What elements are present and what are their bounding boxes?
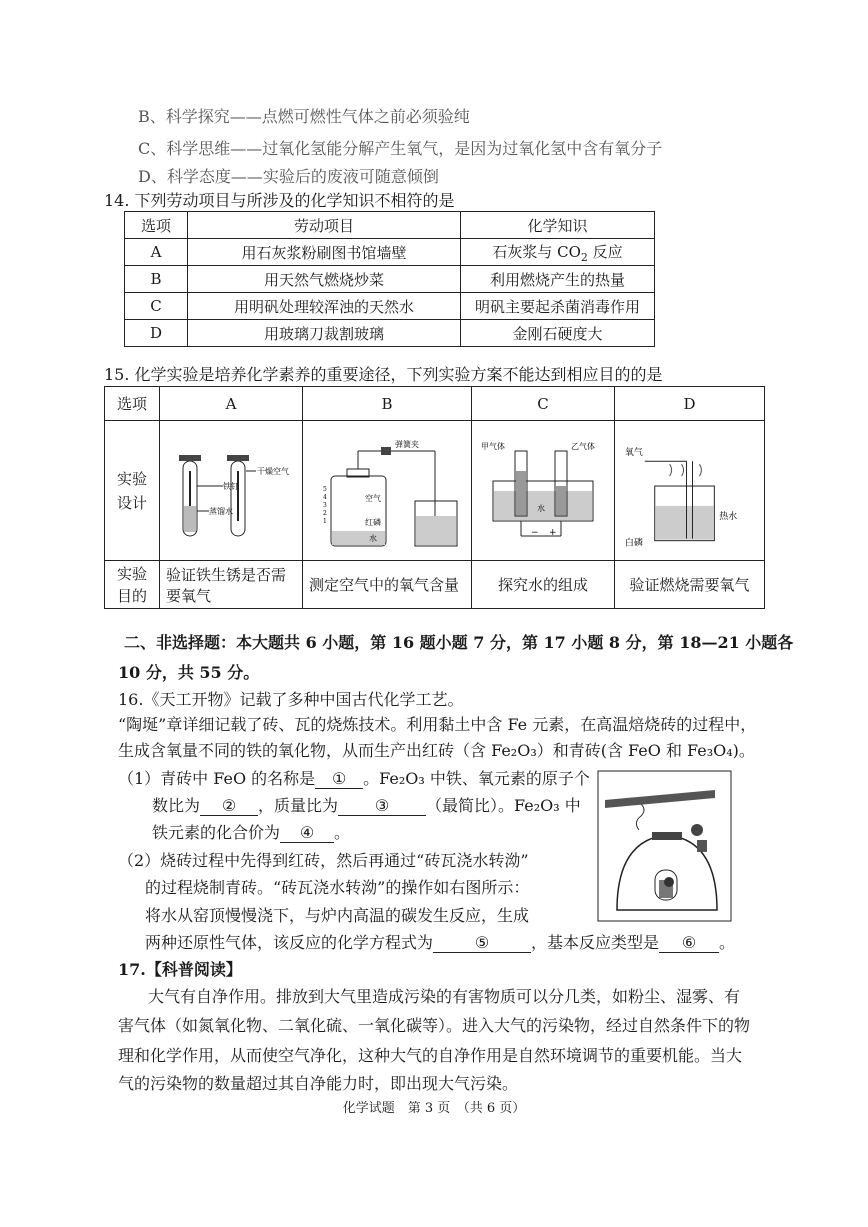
design-row <box>105 421 765 561</box>
purpose-label: 实验目的 <box>105 561 160 609</box>
q16-sub1-line1: （1）青砖中 FeO 的名称是 ① 。Fe₂O₃ 中铁、氧元素的原子个 <box>118 769 590 788</box>
header-cell: C <box>472 387 615 421</box>
water-label: 水 <box>537 503 545 513</box>
tick-4: 4 <box>323 493 327 501</box>
tick-1: 1 <box>323 517 327 525</box>
header-cell: 选项 <box>105 387 160 421</box>
q13-option-c: C、科学思维——过氧化氢能分解产生氧气，是因为过氧化氢中含有氧分子 <box>138 139 663 158</box>
purpose-cell: 验证燃烧需要氧气 <box>615 561 765 609</box>
q16-sub2-line3: 将水从窑顶慢慢浇下，与炉内高温的碳发生反应，生成 <box>145 906 530 925</box>
diagram-b <box>303 421 472 561</box>
purpose-cell: 验证铁生锈是否需要氧气 <box>160 561 303 609</box>
water-label: 水 <box>369 533 377 543</box>
option-cell: B <box>125 266 188 293</box>
knowledge-cell: 明矾主要起杀菌消毒作用 <box>461 293 655 320</box>
diagram-d <box>615 421 765 561</box>
section2-line1: 二、非选择题：本大题共 6 小题，第 16 题小题 7 分，第 17 小题 8 分，第 18—21 小题各 <box>124 633 794 652</box>
q17-title: 17.【科普阅读】 <box>118 960 242 979</box>
hot-water-label: 热水 <box>719 511 738 522</box>
header-cell: 化学知识 <box>461 212 655 239</box>
q17-line2: 害气体（如氮氧化物、二氧化硫、一氧化碳等）。进入大气的污染物，经过自然条件下的物 <box>118 1016 751 1035</box>
item-cell: 用明矾处理较浑浊的天然水 <box>188 293 461 320</box>
design-label: 实验设计 <box>105 421 160 561</box>
positive-label: + <box>549 527 557 538</box>
answer-blank-6[interactable]: ⑥ <box>659 933 719 953</box>
purpose-row <box>105 561 765 609</box>
q14-table <box>124 211 655 347</box>
q16-sub2-line4: 两种还原性气体，该反应的化学方程式为 ⑤ ，基本反应类型是 ⑥ 。 <box>145 933 736 952</box>
answer-blank-2[interactable]: ② <box>200 796 258 816</box>
answer-blank-3[interactable]: ③ <box>338 796 426 816</box>
q15-table <box>104 386 765 609</box>
gas-a-label: 甲气体 <box>481 441 505 451</box>
table-row <box>125 239 655 266</box>
gas-b-label: 乙气体 <box>571 441 595 451</box>
q17-line3: 理和化学作用，从而使空气净化，这种大气的自净作用是自然环境调节的重要机能。当大 <box>118 1046 743 1065</box>
table-row <box>125 293 655 320</box>
q16-sub1-line3: 铁元素的化合价为 ④ 。 <box>152 823 351 842</box>
q16-sub2-line1: （2）烧砖过程中先得到红砖，然后再通过“砖瓦浇水转泑” <box>118 851 529 870</box>
answer-blank-4[interactable]: ④ <box>280 823 334 843</box>
tick-5: 5 <box>323 485 327 493</box>
q15-stem: 15. 化学实验是培养化学素养的重要途径，下列实验方案不能达到相应目的的是 <box>104 365 663 384</box>
page-footer: 化学试题 第 3 页 （共 6 页） <box>342 1101 526 1116</box>
option-cell: C <box>125 293 188 320</box>
knowledge-cell: 石灰浆与 $CO_2$ 反应 <box>461 239 655 266</box>
table-header-row <box>125 212 655 239</box>
item-cell: 用石灰浆粉刷图书馆墙壁 <box>188 239 461 266</box>
q16-sub1-line2: 数比为 ② ，质量比为 ③ （最简比）。Fe₂O₃ 中 <box>152 796 581 815</box>
answer-blank-1[interactable]: ① <box>315 769 363 789</box>
iron-rust-diagram <box>160 431 302 551</box>
kiln-illustration <box>597 770 732 922</box>
red-phosphorus-label: 红磷 <box>365 517 381 527</box>
oxygen-content-diagram <box>303 431 471 551</box>
item-cell: 用玻璃刀裁割玻璃 <box>188 320 461 347</box>
header-cell: 劳动项目 <box>188 212 461 239</box>
section2-line2: 10 分，共 55 分。 <box>118 663 260 682</box>
combustion-diagram <box>615 431 764 551</box>
option-cell: A <box>125 239 188 266</box>
q13-option-b: B、科学探究——点燃可燃性气体之前必须验纯 <box>138 107 470 126</box>
header-cell: 选项 <box>125 212 188 239</box>
option-cell: D <box>125 320 188 347</box>
purpose-cell: 探究水的组成 <box>472 561 615 609</box>
answer-blank-5[interactable]: ⑤ <box>433 933 531 953</box>
q16-intro: 16.《天工开物》记载了多种中国古代化学工艺。 <box>118 690 464 709</box>
air-label: 空气 <box>365 493 381 503</box>
electrolysis-diagram <box>472 431 614 551</box>
q13-option-d: D、科学态度——实验后的废液可随意倾倒 <box>138 167 439 186</box>
iron-nail-label: 铁钉 <box>223 481 239 491</box>
tick-2: 2 <box>323 509 327 517</box>
item-cell: 用天然气燃烧炒菜 <box>188 266 461 293</box>
header-cell: B <box>303 387 472 421</box>
q16-sub2-line2: 的过程烧制青砖。“砖瓦浇水转泑”的操作如右图所示： <box>145 878 530 897</box>
knowledge-cell: 利用燃烧产生的热量 <box>461 266 655 293</box>
white-phosphorus-label: 白磷 <box>624 538 643 549</box>
diagram-c <box>472 421 615 561</box>
oxygen-label: 氧气 <box>624 447 643 458</box>
q17-line4: 气的污染物的数量超过其自净能力时，即出现大气污染。 <box>118 1074 519 1093</box>
table-header-row <box>105 387 765 421</box>
q17-line1: 大气有自净作用。排放到大气里造成污染的有害物质可以分几类，如粉尘、湿雾、有 <box>148 987 741 1006</box>
q16-p1: “陶埏”章详细记载了砖、瓦的烧炼技术。利用黏土中含 Fe 元素，在高温焙烧砖的过程中， <box>118 715 757 734</box>
header-cell: A <box>160 387 303 421</box>
header-cell: D <box>615 387 765 421</box>
negative-label: − <box>531 527 539 538</box>
distilled-water-label: 蒸馏水 <box>209 506 233 516</box>
dry-air-label: 干燥空气 <box>257 466 289 476</box>
knowledge-cell: 金刚石硬度大 <box>461 320 655 347</box>
purpose-cell: 测定空气中的氧气含量 <box>303 561 472 609</box>
tick-3: 3 <box>323 501 327 509</box>
spring-clamp-label: 弹簧夹 <box>395 439 419 449</box>
q14-stem: 14. 下列劳动项目与所涉及的化学知识不相符的是 <box>104 191 455 210</box>
table-row <box>125 320 655 347</box>
q16-p2: 生成含氧量不同的铁的氧化物，从而生产出红砖（含 Fe₂O₃）和青砖(含 FeO 和 Fe₃O₄)。 <box>118 741 755 760</box>
diagram-a <box>160 421 303 561</box>
table-row <box>125 266 655 293</box>
